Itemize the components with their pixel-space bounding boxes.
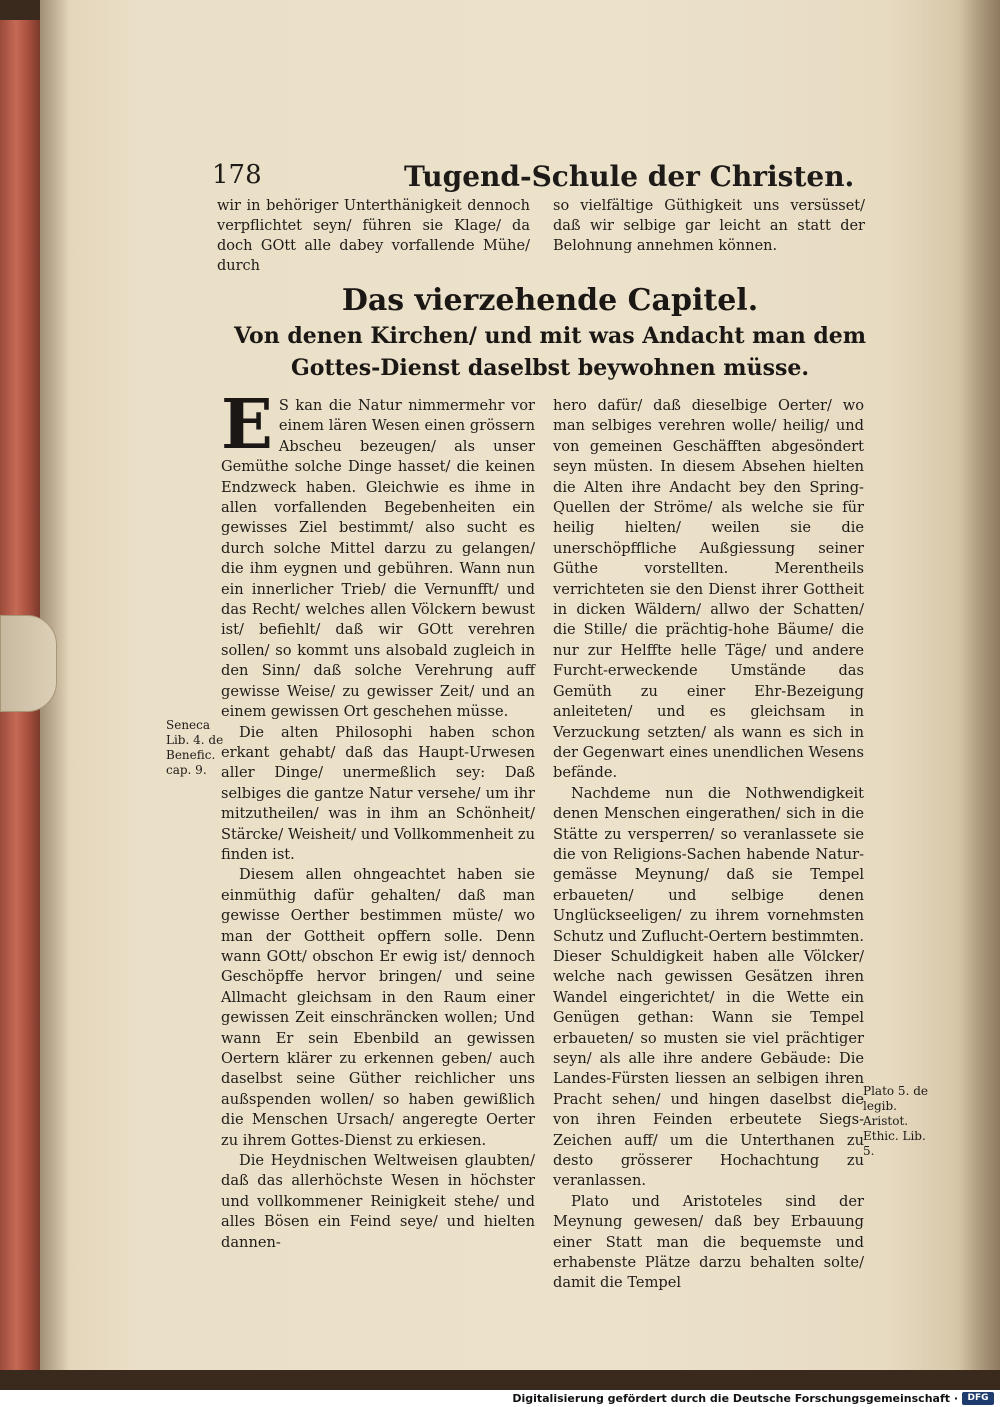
left-column xyxy=(221,385,535,1253)
paragraph: hero dafür/ daß dieselbige Oerter/ wo man selbiges verehren wolle/ heilig/ und von gemeinen Geschäfften abgesöndert seyn müsten. In diesem Absehen hielten die Alten ihre Andacht bey den Spring-Quellen der Ströme/ als welche sie für heilig hielten/ weilen sie die unerschöpffliche Außgiessung seiner Güthe vorstellten. Merentheils verrichteten sie den Dienst ihrer Gottheit in dicken Wäldern/ allwo der Schatten/ die Stille/ die prächtig-hohe Bäume/ die nur zur Helffte helle Täge/ und andere Furcht-erweckende Umstände das Gemüth zu einer Ehr-Bezeigung anleiteten/ und es gleichsam in Verzuckung setzten/ als wann es sich in der Gegenwart eines unendlichen Wesens befände. xyxy=(553,397,864,782)
top-continuation-left xyxy=(217,196,530,276)
footer-credit: Digitalisierung gefördert durch die Deutsche Forschungsgemeinschaft · xyxy=(512,1392,958,1405)
running-title: Tugend-Schule der Christen. xyxy=(404,160,855,193)
paragraph: Die Heydnischen Weltweisen glaubten/ daß das allerhöchste Wesen in höchster und vollkommener Reinigkeit stehe/ und alles Bösen ein Feind seye/ und hielten dannen- xyxy=(221,1152,535,1251)
drop-cap: E xyxy=(221,385,273,465)
right-column xyxy=(553,396,864,1294)
page-curl-shadow xyxy=(960,0,1000,1370)
chapter-subtitle xyxy=(230,320,870,384)
paragraph: Diesem allen ohngeachtet haben sie einmüthig dafür gehalten/ daß man gewisse Oerther bestimmen müste/ wo man der Gottheit opffern solle. Denn wann GOtt/ obschon Er ewig ist/ dennoch Geschöpffe hervor bringen/ und seine Allmacht gleichsam in den Raum einer gewissen Zeit einschräncken wollen; Und wann Er sein Ebenbild an gewissen Oertern klärer zu erkennen geben/ auch daselbst seine Güther reichlicher uns außspenden wollen/ so haben gewißlich die Menschen Ursach/ angeregte Oerter zu ihrem Gottes-Dienst zu erkiesen. xyxy=(221,866,535,1149)
paragraph: so vielfältige Güthigkeit uns versüsset/ daß wir selbige gar leicht an statt der Belohnung annehmen können. xyxy=(553,198,865,254)
margin-note-seneca: Seneca Lib. 4. de Benefic. cap. 9. xyxy=(166,718,224,777)
chapter-title: Das vierzehende Capitel. xyxy=(341,283,759,318)
top-continuation-right xyxy=(553,196,865,256)
subtitle-line: Gottes-Dienst daselbst beywohnen müsse. xyxy=(290,355,810,381)
paragraph-text: S kan die Natur nimmermehr vor einem lären Wesen einen grössern Abscheu bezeugen/ als unser Gemüthe solche Dinge hasset/ die keinen Endzweck haben. Gleichwie es ihme in allen vorfallenden Begebenheiten ein gewisses Ziel bestimmt/ also sucht es durch solche Mittel darzu zu gelangen/ die ihm eygnen und gebühren. Wann nun ein innerlicher Trieb/ die Vernunfft/ und das Recht/ welches allen Völckern bewust ist/ befiehlt/ daß wir GOtt verehren sollen/ so kommt uns alsobald zugleich in den Sinn/ daß solche Verehrung auff gewisse Weise/ zu gewisser Zeit/ und an einem gewissen Ort geschehen müsse. xyxy=(221,397,535,721)
subtitle-line: Von denen Kirchen/ und mit was Andacht man dem xyxy=(233,323,867,349)
paragraph: Plato und Aristoteles sind der Meynung gewesen/ daß bey Erbauung einer Statt man die bequemste und erhabenste Plätze darzu behalten solte/ damit die Tempel xyxy=(553,1192,864,1292)
margin-note-plato: Plato 5. de legib. Aristot. Ethic. Lib. 5. xyxy=(863,1084,928,1158)
page-number: 178 xyxy=(212,160,262,190)
paragraph: wir in behöriger Unterthänigkeit dennoch verpflichtet seyn/ führen sie Klage/ da doch GOtt alle dabey vorfallende Mühe/ durch xyxy=(217,198,530,274)
dfg-logo: DFG xyxy=(962,1392,994,1405)
paragraph: Die alten Philosophi haben schon erkant gehabt/ daß das Haupt-Urwesen aller Dinge/ unermeßlich sey: Daß selbiges die gantze Natur versehe/ um ihr mitzutheilen/ was in ihm an Schönheit/ Stärcke/ Weisheit/ und Vollkommenheit zu finden ist. xyxy=(221,723,535,863)
paragraph: Nachdeme nun die Nothwendigkeit denen Menschen eingerathen/ sich in die Stätte zu versperren/ so veranlassete sie die von Religions-Sachen habende Natur-gemässe Meynung/ daß sie Tempel erbaueten/ und selbige denen Unglückseeligen/ zu ihrem vornehmsten Schutz und Zuflucht-Oertern bestimmten. Dieser Schuldigkeit haben alle Völcker/ welche nach gewissen Gesätzen ihren Wandel eingerichtet/ in die Wette ein Genügen gethan: Wann sie Tempel erbaueten/ so musten sie viel prächtiger seyn/ als alle ihre andere Gebäude: Die Landes-Fürsten liessen an selbigen ihren Pracht sehen/ und hingen daselbst die von ihren Feinden erbeutete Siegs-Zeichen auff/ um die Unterthanen zu desto grösserer Hochachtung zu veranlassen. xyxy=(553,784,864,1190)
book-clip xyxy=(0,615,57,712)
paragraph xyxy=(221,385,535,723)
